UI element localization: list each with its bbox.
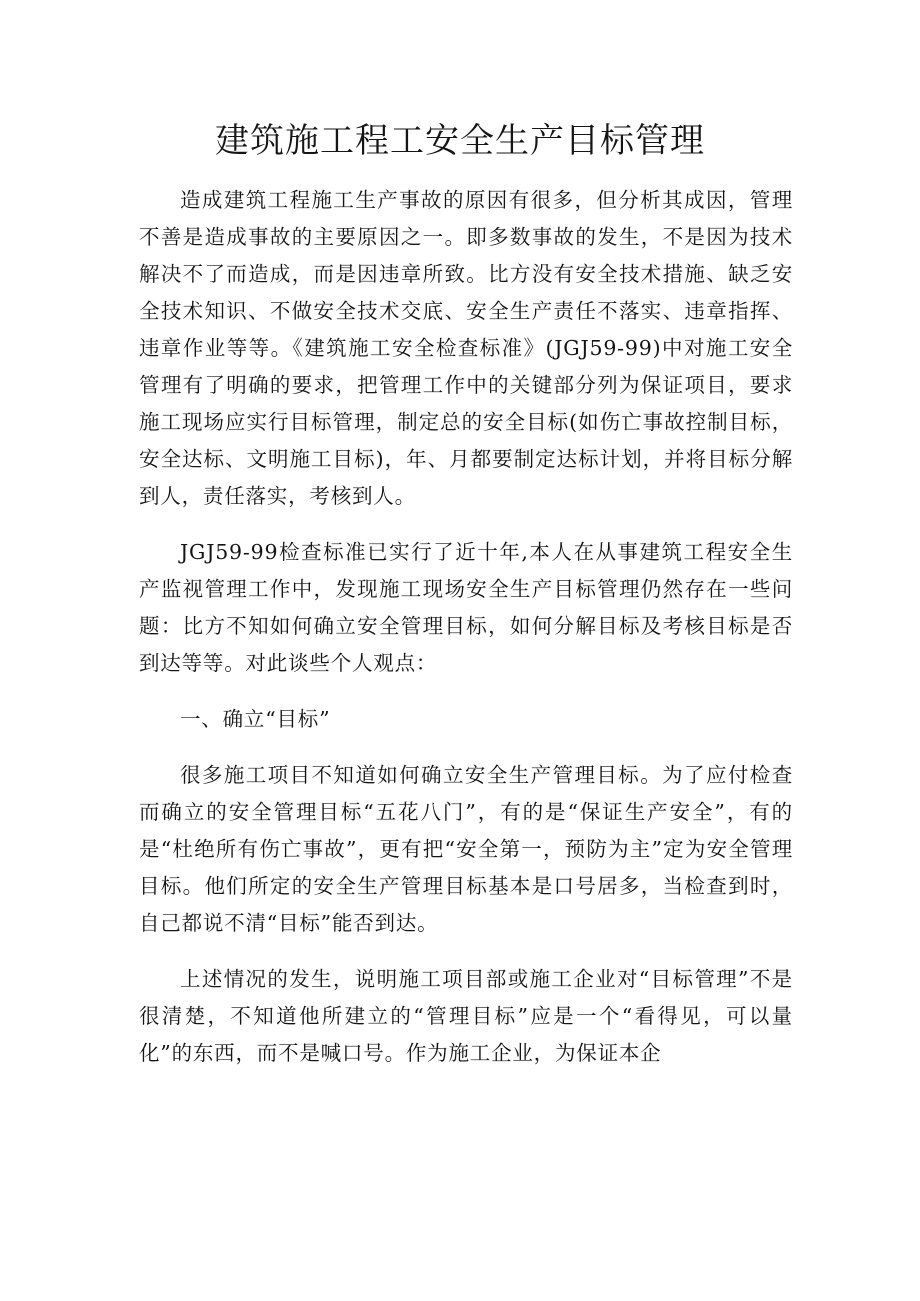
paragraph-goal-problems: 很多施工项目不知道如何确立安全生产管理目标。为了应付检查而确立的安全管理目标“五花八门”，有的是“保证生产安全”，有的是“杜绝所有伤亡事故”，更有把“安全第一，预防为主”定为安全管理目标。他们所定的安全生产管理目标基本是口号居多，当检查到时，自己都说不清“目标”能否到达。 <box>139 763 793 935</box>
document-body <box>139 182 793 1091</box>
document-title: 建筑施工程工安全生产目标管理 <box>215 121 705 161</box>
section-heading-establish-goal: 一、确立“目标” <box>180 707 331 731</box>
paragraph-standard: JGJ59-99检查标准已实行了近十年,本人在从事建筑工程安全生产监视管理工作中，发现施工现场安全生产目标管理仍然存在一些问题：比方不知如何确立安全管理目标，如何分解目标及考核目标是否到达等等。对此谈些个人观点： <box>139 540 793 675</box>
paragraph-intro: 造成建筑工程施工生产事故的原因有很多，但分析其成因，管理不善是造成事故的主要原因之一。即多数事故的发生，不是因为技术解决不了而造成，而是因违章所致。比方没有安全技术措施、缺乏安全技术知识、不做安全技术交底、安全生产责任不落实、违章指挥、违章作业等等。《建筑施工安全检查标准》(JGJ59-99)中对施工安全管理有了明确的要求，把管理工作中的关键部分列为保证项目，要求施工现场应实行目标管理，制定总的安全目标(如伤亡事故控制目标，安全达标、文明施工目标)，年、月都要制定达标计划，并将目标分解到人，责任落实，考核到人。 <box>139 188 793 508</box>
paragraph-goal-analysis: 上述情况的发生，说明施工项目部或施工企业对“目标管理”不是很清楚，不知道他所建立的“管理目标”应是一个“看得见，可以量化”的东西，而不是喊口号。作为施工企业，为保证本企 <box>139 967 793 1065</box>
